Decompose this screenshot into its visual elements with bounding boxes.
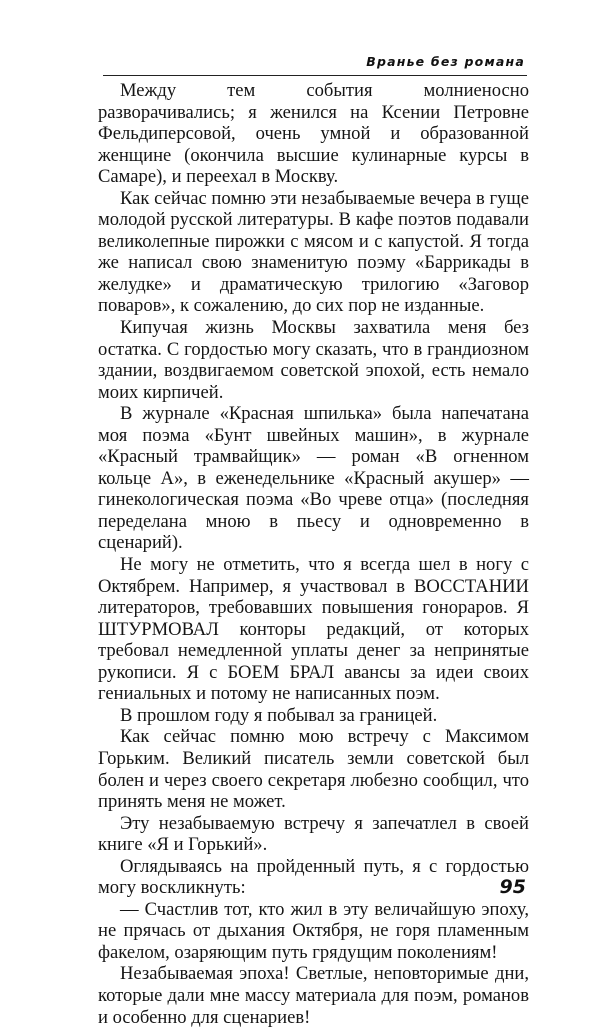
- paragraph: В прошлом году я побывал за границей.: [120, 704, 438, 726]
- paragraph: Незабываемая эпоха! Светлые, неповторимые дни, которые дали мне массу материала для поэм, романов и особенно для сценариев!: [98, 963, 529, 1028]
- paragraph: Эту незабываемую встречу я запечатлел в своей книге «Я и Горький».: [98, 812, 529, 856]
- page-number: 95: [499, 876, 526, 898]
- paragraph: Как сейчас помню эти незабываемые вечера в гуще молодой русской литературы. В кафе поэтов подавали великолепные пирожки с мясом и с капустой. Я тогда же написал свою знаменитую поэму «Баррикады в желудке» и драматическую трилогию «Заговор поваров», к сожалению, до сих пор не изданные.: [98, 187, 529, 317]
- paragraph: В журнале «Красная шпилька» была напечатана моя поэма «Бунт швейных машин», в журнале «Красный трамвайщик» — роман «В огненном кольце А», в еженедельнике «Красный акушер» — гинекологическая поэма «Во чреве отца» (последняя переделана мною в пьесу и одновременно в сценарий).: [98, 403, 529, 554]
- paragraph: Кипучая жизнь Москвы захватила меня без остатка. С гордостью могу сказать, что в грандиозном здании, воздвигаемом советской эпохой, есть немало моих кирпичей.: [98, 317, 529, 403]
- running-head: [103, 53, 527, 76]
- running-head-title: Вранье без романа: [366, 54, 525, 69]
- paragraph: Не могу не отметить, что я всегда шел в ногу с Октябрем. Например, я участвовал в ВОССТАНИИ литераторов, требовавших повышения гонораров. Я ШТУРМОВАЛ конторы редакций, от которых требовал немедленной уплаты денег за непринятые рукописи. Я с БОЕМ БРАЛ авансы за идеи своих гениальных и потому не написанных поэм.: [98, 554, 529, 705]
- paragraph: Оглядываясь на пройденный путь, я с гордостью могу воскликнуть:: [98, 855, 529, 899]
- paragraph: — Счастлив тот, кто жил в эту величайшую эпоху, не прячась от дыхания Октября, не горя пламенным факелом, озаряющим путь грядущим поколениям!: [98, 898, 529, 963]
- paragraph: Между тем события молниеносно разворачивались; я женился на Ксении Петровне Фельдиперсовой, очень умной и образованной женщине (окончила высшие кулинарные курсы в Самаре), и переехал в Москву.: [98, 80, 529, 188]
- body-text: [98, 80, 529, 1028]
- paragraph: Как сейчас помню мою встречу с Максимом Горьким. Великий писатель земли советской был болен и через своего секретаря любезно сообщил, что принять меня не может.: [98, 726, 529, 813]
